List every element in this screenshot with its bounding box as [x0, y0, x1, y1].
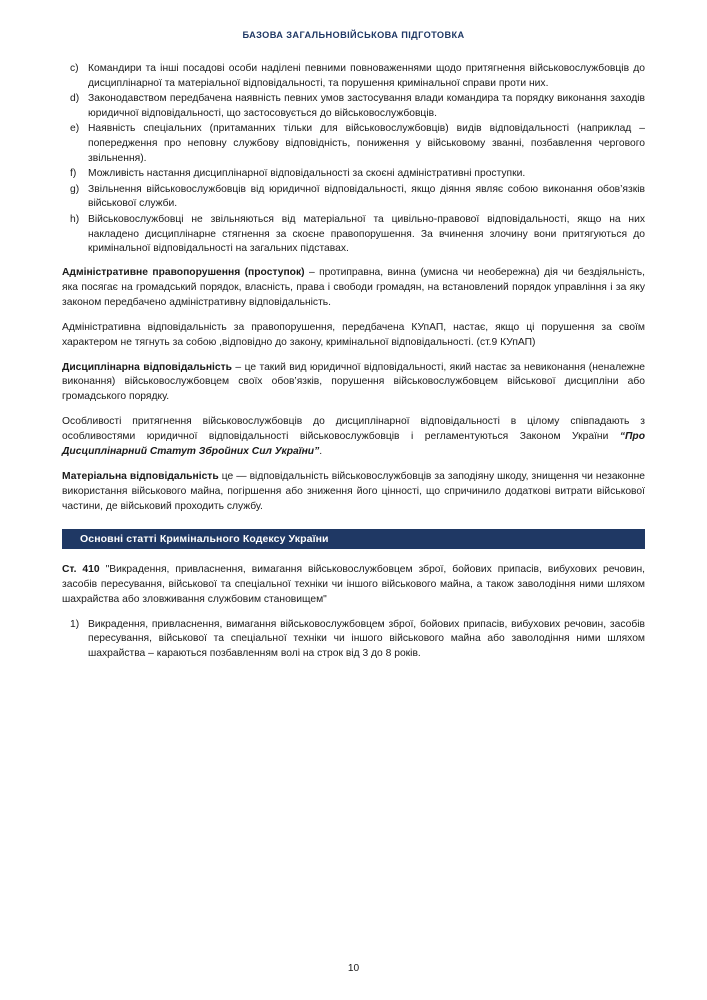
- paragraph-disciplinary-statute: [62, 415, 645, 460]
- article-text: "Викрадення, привласнення, вимагання військовослужбовцем зброї, бойових припасів, вибухових речовин, засобів пересування, військової та спеціальної техніки чи іншого військового майна, а також заволодіння ними шляхом шахрайства або зловживання службовим становищем": [62, 563, 645, 605]
- article-number: Ст. 410: [62, 563, 100, 575]
- page-number: 10: [347, 963, 360, 974]
- list-marker: f): [70, 168, 77, 180]
- spacer: [62, 258, 645, 266]
- numbered-list: [62, 618, 645, 662]
- list-marker: g): [70, 183, 80, 195]
- list-item: [62, 183, 645, 212]
- list-item: [62, 92, 645, 121]
- paragraph-text: – це такий вид юридичної відповідальності, який настає за невиконання (неналежне виконання) військовослужбовцем своїх обов’язків, порушення військовослужбовцем військової дисципліни або громадського порядку.: [62, 361, 645, 403]
- term-disciplinary-liability: Дисциплінарна відповідальність: [62, 361, 233, 373]
- paragraph-text: це — відповідальність військовослужбовців за заподіяну шкоду, знищення чи незаконне використання військового майна, погіршення або зниження його цінності, що спричинило додаткові витрати військової частини, де військовий проходить службу.: [62, 471, 645, 512]
- term-administrative-offence: Адміністративне правопорушення (проступок): [62, 266, 305, 278]
- paragraph-administrative-liability: [62, 321, 645, 351]
- list-item-text: Законодавством передбачена наявність певних умов застосування влади командира та порядку виконання заходів юридичної відповідальності, що застосовується до військовослужбовців.: [88, 93, 645, 119]
- list-marker: c): [70, 63, 79, 74]
- section-heading-criminal-code: Основні статті Кримінального Кодексу України: [62, 529, 645, 549]
- page-header: БАЗОВА ЗАГАЛЬНОВІЙСЬКОВА ПІДГОТОВКА: [242, 30, 465, 40]
- paragraph-disciplinary-liability: [62, 361, 645, 406]
- paragraph-text: Особливості притягнення військовослужбовців до дисциплінарної відповідальності в цілому співпадають з особливостями юридичної відповідальності військовослужбовців і регламентуються Законом України: [62, 416, 645, 443]
- list-item-text: Звільнення військовослужбовців від юридичної відповідальності, якщо діяння являє собою виконання обов’язків військової служби.: [88, 183, 645, 210]
- list-marker: h): [70, 214, 80, 226]
- list-item: [62, 62, 645, 91]
- term-material-liability: Матеріальна відповідальність: [62, 471, 219, 483]
- list-marker: e): [70, 123, 80, 135]
- paragraph-administrative-offence: [62, 266, 645, 311]
- list-item: [62, 167, 645, 182]
- list-item-text: Викрадення, привласнення, вимагання військовослужбовцем зброї, бойових припасів, вибухових речовин, засобів пересування, військової та спеціальної техніки чи іншого військового майна або заволодіння ними шляхом шахрайства – караються позбавленням волі на строк від 3 до 8 років.: [88, 618, 645, 659]
- list-marker: d): [70, 93, 80, 105]
- list-marker: 1): [70, 618, 80, 630]
- paragraph-text-tail: .: [319, 446, 323, 458]
- list-item-text: Військовослужбовці не звільняються від матеріальної та цивільно-правової відповідальності, якщо на них накладено дисциплінарне стягнення за скоєне правопорушення. За вчинення злочину вони притягуються до кримінальної відповідальності на загальних підставах.: [88, 214, 645, 255]
- paragraph-material-liability: [62, 470, 645, 515]
- paragraph-text: Адміністративна відповідальність за правопорушення, передбачена КУпАП, настає, якщо ці порушення за своїм характером не тягнуть за собою ,відповідно до закону, кримінальної відповідальності. (ст.9 КУпАП): [62, 321, 645, 348]
- list-item: [62, 213, 645, 257]
- lettered-list: [62, 62, 645, 257]
- law-title-italic: “Про Дисциплінарний Статут Збройних Сил України”: [62, 431, 645, 458]
- list-item-text: Наявність спеціальних (притаманних тільки для військовослужбовців) видів відповідальності (наприклад – попередження про неповну службову відповідність, пониження у військовому званні, позбавлення чергового звільнення).: [88, 123, 645, 164]
- list-item-text: Можливість настання дисциплінарної відповідальності за скоєні адміністративні проступки.: [88, 168, 526, 180]
- paragraph-text: – протиправна, винна (умисна чи необережна) дія чи бездіяльність, яка посягає на громадський порядок, власність, права і свободи громадян, на встановлений порядок управління і за яку законом передбачено адміністративну відповідальність.: [62, 266, 645, 308]
- list-item-text: Командири та інші посадові особи наділені певними повноваженнями щодо притягнення військовослужбовців до дисциплінарної та матеріальної відповідальності, та порушення кримінальної справи проти них.: [88, 63, 645, 89]
- article-410: [62, 563, 645, 608]
- list-item: [62, 122, 645, 166]
- list-item: [62, 618, 645, 662]
